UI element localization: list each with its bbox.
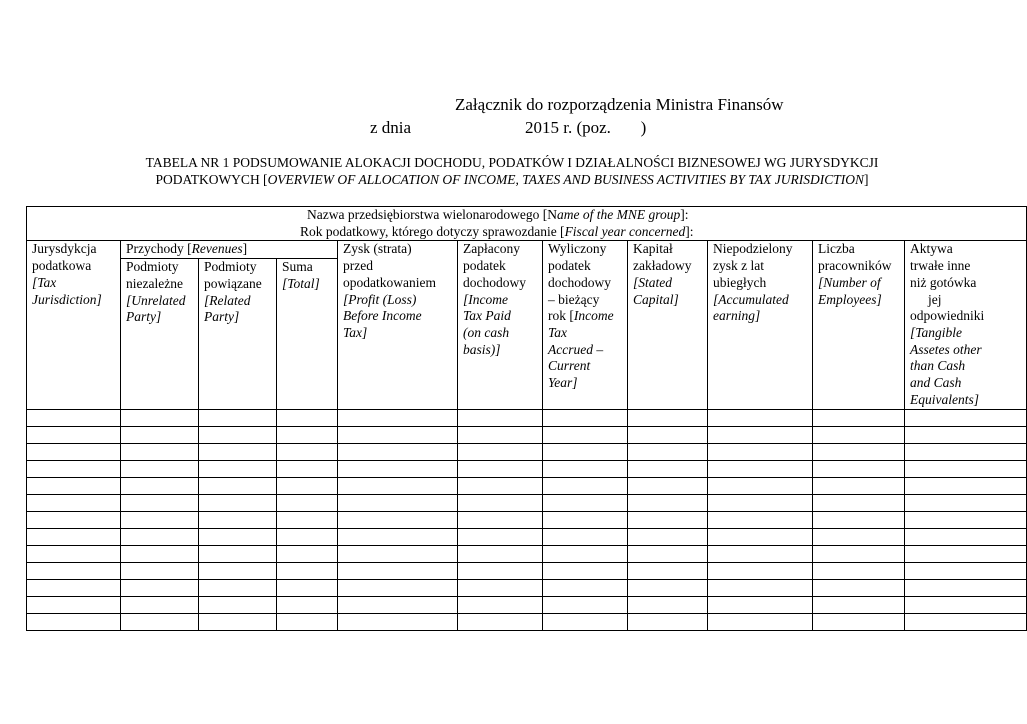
col-header-employees: Liczba pracowników [Number of Employees] bbox=[813, 241, 905, 410]
table-cell[interactable] bbox=[27, 580, 121, 597]
table-cell[interactable] bbox=[121, 461, 199, 478]
table-cell[interactable] bbox=[458, 444, 543, 461]
table-cell[interactable] bbox=[27, 512, 121, 529]
table-row bbox=[27, 580, 1027, 597]
table-cell[interactable] bbox=[27, 614, 121, 631]
table-cell[interactable] bbox=[277, 461, 338, 478]
table-cell[interactable] bbox=[543, 580, 628, 597]
table-cell[interactable] bbox=[27, 427, 121, 444]
table-cell[interactable] bbox=[338, 495, 458, 512]
table-cell[interactable] bbox=[813, 597, 905, 614]
table-cell[interactable] bbox=[277, 580, 338, 597]
table-cell[interactable] bbox=[121, 495, 199, 512]
table-cell[interactable] bbox=[905, 444, 1027, 461]
table-cell[interactable] bbox=[199, 427, 277, 444]
table-cell[interactable] bbox=[905, 597, 1027, 614]
table-cell[interactable] bbox=[199, 444, 277, 461]
table-cell[interactable] bbox=[905, 512, 1027, 529]
table-cell[interactable] bbox=[277, 427, 338, 444]
table-cell[interactable] bbox=[199, 580, 277, 597]
table-cell[interactable] bbox=[277, 597, 338, 614]
mne-group-banner: Nazwa przedsiębiorstwa wielonarodowego [Name of the MNE group]: Rok podatkowy, którego dotyczy sprawozdanie [Fiscal year concerned]: bbox=[27, 207, 1027, 241]
table-cell[interactable] bbox=[27, 597, 121, 614]
table-cell[interactable] bbox=[905, 461, 1027, 478]
table-cell[interactable] bbox=[458, 461, 543, 478]
table-cell[interactable] bbox=[199, 529, 277, 546]
table-cell[interactable] bbox=[905, 427, 1027, 444]
table-cell[interactable] bbox=[121, 597, 199, 614]
table-cell[interactable] bbox=[813, 614, 905, 631]
table-row bbox=[27, 512, 1027, 529]
table-row bbox=[27, 444, 1027, 461]
col-header-unrelated: Podmioty niezależne [Unrelated Party] bbox=[121, 259, 199, 410]
table-cell[interactable] bbox=[458, 580, 543, 597]
table-cell[interactable] bbox=[708, 614, 813, 631]
table-cell[interactable] bbox=[543, 597, 628, 614]
table-cell[interactable] bbox=[905, 410, 1027, 427]
table-cell[interactable] bbox=[338, 427, 458, 444]
table-row bbox=[27, 410, 1027, 427]
col-header-related: Podmioty powiązane [Related Party] bbox=[199, 259, 277, 410]
table-cell[interactable] bbox=[277, 546, 338, 563]
table-cell[interactable] bbox=[458, 410, 543, 427]
table-cell[interactable] bbox=[338, 410, 458, 427]
table-cell[interactable] bbox=[458, 512, 543, 529]
table-cell[interactable] bbox=[199, 410, 277, 427]
table-cell[interactable] bbox=[27, 410, 121, 427]
table-cell[interactable] bbox=[199, 495, 277, 512]
col-header-capital: Kapitał zakładowy [Stated Capital] bbox=[628, 241, 708, 410]
table-cell[interactable] bbox=[628, 478, 708, 495]
table-cell[interactable] bbox=[338, 512, 458, 529]
table-cell[interactable] bbox=[813, 461, 905, 478]
table-cell[interactable] bbox=[543, 410, 628, 427]
table-cell[interactable] bbox=[121, 580, 199, 597]
table-cell[interactable] bbox=[277, 478, 338, 495]
table-cell[interactable] bbox=[27, 546, 121, 563]
table-cell[interactable] bbox=[27, 478, 121, 495]
table-cell[interactable] bbox=[277, 410, 338, 427]
table-cell[interactable] bbox=[121, 410, 199, 427]
table-cell[interactable] bbox=[27, 444, 121, 461]
table-cell[interactable] bbox=[543, 546, 628, 563]
table-cell[interactable] bbox=[813, 444, 905, 461]
table-cell[interactable] bbox=[277, 512, 338, 529]
table-cell[interactable] bbox=[121, 614, 199, 631]
table-cell[interactable] bbox=[199, 563, 277, 580]
table-cell[interactable] bbox=[628, 614, 708, 631]
table-cell[interactable] bbox=[338, 529, 458, 546]
report-table bbox=[26, 206, 1027, 631]
table-cell[interactable] bbox=[543, 444, 628, 461]
table-cell[interactable] bbox=[458, 563, 543, 580]
table-cell[interactable] bbox=[121, 478, 199, 495]
table-row bbox=[27, 495, 1027, 512]
table-cell[interactable] bbox=[199, 614, 277, 631]
table-row bbox=[27, 546, 1027, 563]
table-cell[interactable] bbox=[905, 614, 1027, 631]
table-cell[interactable] bbox=[813, 478, 905, 495]
table-cell[interactable] bbox=[708, 597, 813, 614]
table-cell[interactable] bbox=[628, 546, 708, 563]
table-cell[interactable] bbox=[708, 410, 813, 427]
table-row bbox=[27, 563, 1027, 580]
table-cell[interactable] bbox=[543, 427, 628, 444]
table-cell[interactable] bbox=[458, 614, 543, 631]
table-cell[interactable] bbox=[338, 563, 458, 580]
table-cell[interactable] bbox=[708, 580, 813, 597]
table-cell[interactable] bbox=[543, 512, 628, 529]
table-cell[interactable] bbox=[813, 410, 905, 427]
table-cell[interactable] bbox=[121, 444, 199, 461]
table-cell[interactable] bbox=[27, 529, 121, 546]
annex-year-position: 2015 r. (poz. ) bbox=[525, 118, 647, 137]
table-cell[interactable] bbox=[199, 597, 277, 614]
table-row bbox=[27, 427, 1027, 444]
table-row bbox=[27, 478, 1027, 495]
report-table-container bbox=[26, 206, 985, 646]
annex-date-label: z dnia bbox=[370, 118, 412, 137]
table-row bbox=[27, 597, 1027, 614]
table-row bbox=[27, 614, 1027, 631]
col-header-earnings: Niepodzielony zysk z lat ubiegłych [Accumulated earning] bbox=[708, 241, 813, 410]
col-header-tax-paid: Zapłacony podatek dochodowy [Income Tax Paid (on cash basis)] bbox=[458, 241, 543, 410]
table-cell[interactable] bbox=[813, 563, 905, 580]
table-cell[interactable] bbox=[708, 495, 813, 512]
table-cell[interactable] bbox=[905, 580, 1027, 597]
table-cell[interactable] bbox=[338, 580, 458, 597]
table-cell[interactable] bbox=[121, 563, 199, 580]
table-row bbox=[27, 529, 1027, 546]
table-cell[interactable] bbox=[277, 529, 338, 546]
table-title-line2: PODATKOWYCH [OVERVIEW OF ALLOCATION OF INCOME, TAXES AND BUSINESS ACTIVITIES BY TAX JURISDICTION] bbox=[155, 172, 869, 187]
table-cell[interactable] bbox=[199, 461, 277, 478]
table-cell[interactable] bbox=[543, 461, 628, 478]
table-cell[interactable] bbox=[121, 529, 199, 546]
table-cell[interactable] bbox=[458, 478, 543, 495]
table-cell[interactable] bbox=[708, 563, 813, 580]
table-cell[interactable] bbox=[458, 597, 543, 614]
col-header-assets: Aktywa trwałe inne niż gotówka jej odpowiedniki [Tangible Assetes other than Cash and Cash Equivalents] bbox=[905, 241, 1027, 410]
table-cell[interactable] bbox=[543, 529, 628, 546]
table-header-row-1 bbox=[27, 241, 1027, 259]
table-cell[interactable] bbox=[27, 563, 121, 580]
table-cell[interactable] bbox=[121, 427, 199, 444]
table-cell[interactable] bbox=[121, 546, 199, 563]
table-cell[interactable] bbox=[27, 495, 121, 512]
table-cell[interactable] bbox=[813, 580, 905, 597]
table-cell[interactable] bbox=[708, 546, 813, 563]
table-cell[interactable] bbox=[338, 444, 458, 461]
table-cell[interactable] bbox=[338, 461, 458, 478]
table-cell[interactable] bbox=[905, 563, 1027, 580]
table-cell[interactable] bbox=[277, 495, 338, 512]
table-cell[interactable] bbox=[813, 427, 905, 444]
table-cell[interactable] bbox=[543, 478, 628, 495]
col-header-jurisdiction: Jurysdykcja podatkowa [Tax Jurisdiction] bbox=[27, 241, 121, 410]
table-cell[interactable] bbox=[708, 512, 813, 529]
table-cell[interactable] bbox=[905, 529, 1027, 546]
table-cell[interactable] bbox=[199, 478, 277, 495]
table-cell[interactable] bbox=[277, 614, 338, 631]
table-cell[interactable] bbox=[458, 529, 543, 546]
table-cell[interactable] bbox=[628, 444, 708, 461]
table-cell[interactable] bbox=[199, 546, 277, 563]
table-cell[interactable] bbox=[628, 495, 708, 512]
table-cell[interactable] bbox=[458, 546, 543, 563]
table-cell[interactable] bbox=[905, 495, 1027, 512]
table-cell[interactable] bbox=[628, 512, 708, 529]
col-header-total: Suma [Total] bbox=[277, 259, 338, 410]
table-cell[interactable] bbox=[338, 478, 458, 495]
table-cell[interactable] bbox=[338, 546, 458, 563]
col-header-profit: Zysk (strata) przed opodatkowaniem [Profit (Loss) Before Income Tax] bbox=[338, 241, 458, 410]
table-cell[interactable] bbox=[543, 614, 628, 631]
table-cell[interactable] bbox=[628, 427, 708, 444]
table-cell[interactable] bbox=[813, 529, 905, 546]
table-cell[interactable] bbox=[121, 512, 199, 529]
table-cell[interactable] bbox=[543, 563, 628, 580]
col-header-tax-accrued: Wyliczony podatek dochodowy – bieżący rok [Income Tax Accrued – Current Year] bbox=[543, 241, 628, 410]
table-title-line1: TABELA NR 1 PODSUMOWANIE ALOKACJI DOCHODU, PODATKÓW I DZIAŁALNOŚCI BIZNESOWEJ WG JURYSDYKCJI bbox=[145, 155, 879, 170]
table-cell[interactable] bbox=[708, 478, 813, 495]
table-cell[interactable] bbox=[338, 614, 458, 631]
table-cell[interactable] bbox=[813, 546, 905, 563]
table-cell[interactable] bbox=[543, 495, 628, 512]
table-cell[interactable] bbox=[813, 495, 905, 512]
table-cell[interactable] bbox=[458, 495, 543, 512]
table-cell[interactable] bbox=[905, 478, 1027, 495]
annex-header-line1: Załącznik do rozporządzenia Ministra Finansów bbox=[455, 95, 784, 114]
table-cell[interactable] bbox=[708, 444, 813, 461]
table-cell[interactable] bbox=[338, 597, 458, 614]
table-cell[interactable] bbox=[199, 512, 277, 529]
table-banner-row bbox=[27, 207, 1027, 241]
table-cell[interactable] bbox=[628, 461, 708, 478]
table-cell[interactable] bbox=[628, 580, 708, 597]
col-header-revenues: Przychody [Revenues] bbox=[121, 241, 338, 259]
table-cell[interactable] bbox=[708, 427, 813, 444]
table-cell[interactable] bbox=[628, 597, 708, 614]
table-cell[interactable] bbox=[27, 461, 121, 478]
table-cell[interactable] bbox=[628, 529, 708, 546]
table-cell[interactable] bbox=[708, 461, 813, 478]
table-cell[interactable] bbox=[813, 512, 905, 529]
table-cell[interactable] bbox=[458, 427, 543, 444]
table-cell[interactable] bbox=[708, 529, 813, 546]
table-cell[interactable] bbox=[277, 563, 338, 580]
table-cell[interactable] bbox=[628, 410, 708, 427]
table-cell[interactable] bbox=[905, 546, 1027, 563]
table-cell[interactable] bbox=[277, 444, 338, 461]
table-cell[interactable] bbox=[628, 563, 708, 580]
table-row bbox=[27, 461, 1027, 478]
